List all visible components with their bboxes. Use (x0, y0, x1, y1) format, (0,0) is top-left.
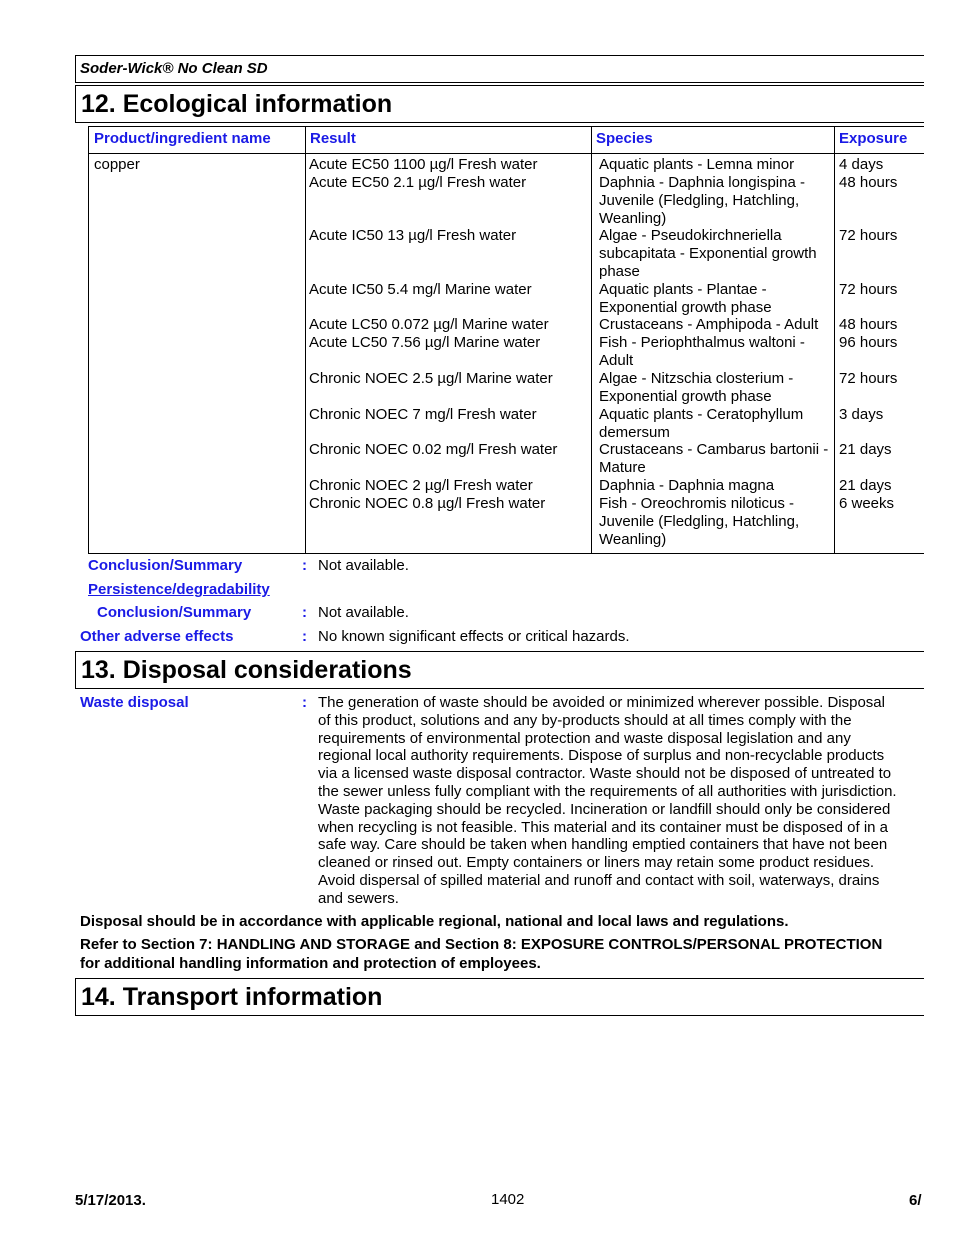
waste-line: safe way. Care should be taken when handling emptied containers that have not been (318, 836, 888, 854)
persistence-degradability-link[interactable]: Persistence/degradability (88, 581, 270, 598)
waste-line: when recycling is not feasible. This material and its container must be disposed of in a (318, 818, 889, 836)
section-13-heading (75, 651, 924, 689)
exposure-cell: 21 days (839, 441, 892, 458)
footer-date: 5/17/2013. (75, 1192, 146, 1209)
species-cell: Fish - Oreochromis niloticus - Juvenile (Fledgling, Hatchling, Weanling) (599, 495, 800, 548)
disposal-regulations-note: Disposal should be in accordance with applicable regional, national and local laws and regulations. (80, 913, 789, 930)
header-result: Result (310, 130, 356, 147)
species-cell: Aquatic plants - Ceratophyllum demersum (599, 406, 804, 441)
conclusion-summary-label: Conclusion/Summary (88, 557, 243, 574)
header-exposure: Exposure (839, 130, 908, 147)
exposure-cell: 48 hours (839, 174, 898, 191)
section-12-title: 12. Ecological information (81, 90, 393, 118)
conclusion-summary-value: Not available. (318, 557, 409, 574)
species-cell: Aquatic plants - Lemna minor (599, 156, 795, 173)
result-cell: Acute LC50 7.56 µg/l Marine water (309, 334, 541, 351)
refer-sections-note-line1: Refer to Section 7: HANDLING AND STORAGE and Section 8: EXPOSURE CONTROLS/PERSONAL PROTECTION (80, 936, 883, 953)
waste-line: regional local authority requirements. Dispose of surplus and non-recyclable products (318, 747, 885, 765)
section-14-heading (75, 978, 924, 1016)
result-cell: Chronic NOEC 7 mg/l Fresh water (309, 406, 537, 423)
exposure-cell: 48 hours (839, 316, 898, 333)
result-cell: Acute EC50 1100 µg/l Fresh water (309, 156, 538, 173)
result-cell: Chronic NOEC 0.02 mg/l Fresh water (309, 441, 558, 458)
species-cell: Fish - Periophthalmus waltoni - Adult (599, 334, 805, 369)
exposure-cell: 21 days (839, 477, 892, 494)
section-14-title: 14. Transport information (81, 983, 383, 1011)
product-name: Soder-Wick® No Clean SD (80, 60, 268, 77)
waste-line: via a licensed waste disposal contractor. Waste should not be disposed of untreated to (318, 765, 892, 783)
species-cell: Daphnia - Daphnia magna (599, 477, 775, 494)
species-cell: Crustaceans - Cambarus bartonii - Mature (599, 441, 829, 476)
result-cell: Chronic NOEC 0.8 µg/l Fresh water (309, 495, 546, 512)
species-cell: Daphnia - Daphnia longispina - Juvenile (Fledgling, Hatchling, Weanling) (599, 174, 805, 227)
waste-line: requirements of environmental protection and waste disposal legislation and any (318, 729, 851, 747)
waste-disposal-text (318, 694, 922, 908)
result-cell: Chronic NOEC 2.5 µg/l Marine water (309, 370, 553, 387)
refer-sections-note-line2: for additional handling information and protection of employees. (80, 955, 541, 972)
section-13-title: 13. Disposal considerations (81, 656, 412, 684)
header-species: Species (596, 130, 653, 147)
exposure-cell: 72 hours (839, 281, 898, 298)
waste-disposal-label: Waste disposal (80, 694, 189, 711)
waste-line: and sewers. (318, 889, 399, 907)
ingredient-name: copper (94, 156, 140, 173)
result-cell: Acute EC50 2.1 µg/l Fresh water (309, 174, 527, 191)
species-cell: Crustaceans - Amphipoda - Adult (599, 316, 819, 333)
colon: : (302, 557, 307, 574)
result-cell: Acute IC50 5.4 mg/l Marine water (309, 281, 532, 298)
ecological-table (88, 126, 924, 554)
waste-line: of this product, solutions and any by-products should at all times comply with the (318, 711, 852, 729)
result-cell: Acute LC50 0.072 µg/l Marine water (309, 316, 549, 333)
species-cell: Algae - Pseudokirchneriella subcapitata - Exponential growth phase (599, 227, 817, 280)
other-adverse-effects-value: No known significant effects or critical hazards. (318, 628, 630, 645)
exposure-cell: 72 hours (839, 370, 898, 387)
section-12-heading (75, 85, 924, 123)
document-header (75, 55, 924, 83)
persistence-conclusion-value: Not available. (318, 604, 409, 621)
footer-page-number: 6/ (909, 1192, 922, 1209)
exposure-cell: 4 days (839, 156, 884, 173)
footer-code: 1402 (491, 1191, 525, 1208)
persistence-conclusion-label: Conclusion/Summary (97, 604, 252, 621)
colon: : (302, 694, 307, 711)
result-cell: Acute IC50 13 µg/l Fresh water (309, 227, 517, 244)
waste-line: the sewer unless fully compliant with the requirements of all authorities with jurisdiction. (318, 782, 897, 800)
colon: : (302, 628, 307, 645)
species-cell: Algae - Nitzschia closterium - Exponential growth phase (599, 370, 794, 405)
waste-line: Waste packaging should be recycled. Incineration or landfill should only be considered (318, 800, 891, 818)
waste-line: Avoid dispersal of spilled material and runoff and contact with soil, waterways, drains (318, 871, 880, 889)
result-cell: Chronic NOEC 2 µg/l Fresh water (309, 477, 533, 494)
waste-line: The generation of waste should be avoided or minimized wherever possible. Disposal (318, 694, 885, 711)
exposure-cell: 72 hours (839, 227, 898, 244)
waste-line: cleaned or rinsed out. Empty containers or liners may retain some product residues. (318, 854, 875, 872)
header-product: Product/ingredient name (94, 130, 271, 147)
exposure-cell: 96 hours (839, 334, 898, 351)
colon: : (302, 604, 307, 621)
species-cell: Aquatic plants - Plantae - Exponential growth phase (599, 281, 772, 316)
other-adverse-effects-label: Other adverse effects (80, 628, 234, 645)
exposure-cell: 6 weeks (839, 495, 895, 512)
exposure-cell: 3 days (839, 406, 884, 423)
